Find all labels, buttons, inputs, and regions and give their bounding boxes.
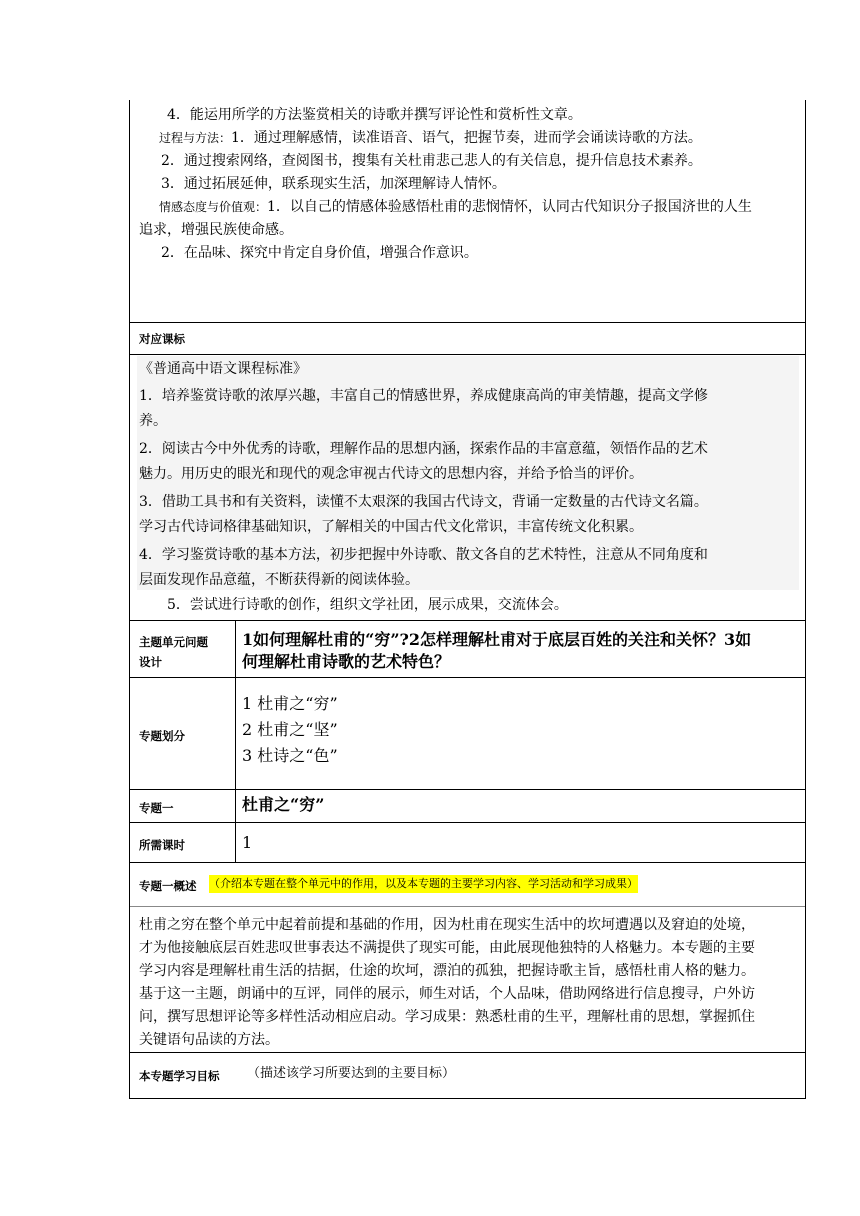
overview-line-6: 关键语句品读的方法。 xyxy=(139,1032,279,1048)
overview-hint: （介绍本专题在整个单元中的作用，以及本专题的主要学习内容、学习活动和学习成果） xyxy=(209,875,638,893)
emotion-label: 情感态度与价值观： xyxy=(159,200,268,214)
standard-2-cont: 魅力。用历史的眼光和现代的观念审视古代诗文的思想内容，并给予恰当的评价。 xyxy=(139,466,643,482)
hours-value: 1 xyxy=(242,833,253,852)
standards-label-cell xyxy=(129,322,806,354)
standards-title: 《普通高中语文课程标准》 xyxy=(139,361,307,377)
topic-one-value: 杜甫之“穷” xyxy=(242,795,325,814)
hours-row xyxy=(129,822,806,862)
theme-question-2: 何理解杜甫诗歌的艺术特色？ xyxy=(242,652,451,671)
overview-line-1: 杜甫之穷在整个单元中起着前提和基础的作用，因为杜甫在现实生活中的坎坷遭遇以及窘迫的处境， xyxy=(139,917,755,933)
overview-line-3: 学习内容是理解杜甫生活的拮据，仕途的坎坷，漂泊的孤独，把握诗歌主旨，感悟杜甫人格的魅力。 xyxy=(139,963,755,979)
topic-one-label: 专题一 xyxy=(139,801,174,815)
standard-2: 2．阅读古今中外优秀的诗歌，理解作品的思想内涵，探索作品的丰富意蕴，领悟作品的艺术 xyxy=(139,441,708,457)
lesson-plan-table xyxy=(129,100,806,1099)
goals-hint: （描述该学习所要达到的主要目标） xyxy=(247,1066,456,1081)
standard-5: 5．尝试进行诗歌的创作，组织文学社团，展示成果，交流体会。 xyxy=(167,597,568,613)
standard-3-cont: 学习古代诗词格律基础知识，了解相关的中国古代文化常识，丰富传统文化积累。 xyxy=(139,519,643,535)
overview-header-row xyxy=(129,862,806,906)
standard-1-cont: 养。 xyxy=(139,413,167,429)
emotion-item-1: 1．以自己的情感体验感悟杜甫的悲悯情怀，认同古代知识分子报国济世的人生 xyxy=(267,199,752,215)
overview-line-4: 基于这一主题，朗诵中的互评，同伴的展示，师生对话，个人品味，借助网络进行信息搜寻，户外访 xyxy=(139,986,755,1002)
theme-question-1: 1如何理解杜甫的“穷”?2怎样理解杜甫对于底层百姓的关注和关怀？3如 xyxy=(242,630,752,649)
process-label: 过程与方法： xyxy=(159,131,232,145)
division-label: 专题划分 xyxy=(139,729,185,743)
emotion-item-2: 2．在品味、探究中肯定自身价值，增强合作意识。 xyxy=(161,245,478,261)
objective-item-4: 4．能运用所学的方法鉴赏相关的诗歌并撰写评论性和赏析性文章。 xyxy=(167,107,582,123)
division-item-1: 1 杜甫之“穷” xyxy=(242,694,338,713)
process-item-3: 3．通过拓展延伸，联系现实生活，加深理解诗人情怀。 xyxy=(161,176,506,192)
overview-line-5: 问，撰写思想评论等多样性活动相应启动。学习成果：熟悉杜甫的生平，理解杜甫的思想，掌握抓住 xyxy=(139,1009,755,1025)
emotion-line-1 xyxy=(159,196,752,219)
process-method-line-1 xyxy=(159,127,702,150)
standard-4: 4．学习鉴赏诗歌的基本方法，初步把握中外诗歌、散文各自的艺术特性，注意从不同角度和 xyxy=(139,547,708,563)
objectives-cell xyxy=(129,100,806,322)
topic-one-row xyxy=(129,789,806,822)
topic-division-row xyxy=(129,677,806,789)
standard-1: 1．培养鉴赏诗歌的浓厚兴趣，丰富自己的情感世界，养成健康高尚的审美情趣，提高文学修 xyxy=(139,388,708,404)
theme-question-row xyxy=(129,620,806,677)
standards-cell xyxy=(129,354,806,620)
goals-header-row xyxy=(129,1052,806,1099)
theme-label: 主题单元问题 xyxy=(139,635,208,649)
standards-label: 对应课标 xyxy=(139,332,185,346)
standard-4-cont: 层面发现作品意蕴，不断获得新的阅读体验。 xyxy=(139,572,419,588)
emotion-item-1-cont: 追求，增强民族使命感。 xyxy=(139,222,293,238)
hours-label: 所需课时 xyxy=(139,838,185,852)
overview-line-2: 才为他接触底层百姓悲叹世事表达不满提供了现实可能，由此展现他独特的人格魅力。本专题的主要 xyxy=(139,940,755,956)
process-item-1: 1．通过理解感情，读准语音、语气，把握节奏，进而学会诵读诗歌的方法。 xyxy=(231,130,702,146)
goals-label: 本专题学习目标 xyxy=(139,1069,220,1083)
process-item-2: 2．通过搜索网络，查阅图书，搜集有关杜甫悲己悲人的有关信息，提升信息技术素养。 xyxy=(161,153,702,169)
standard-3: 3．借助工具书和有关资料，读懂不太艰深的我国古代诗文，背诵一定数量的古代诗文名篇。 xyxy=(139,494,708,510)
overview-label: 专题一概述 xyxy=(139,879,197,893)
overview-body-cell xyxy=(129,906,806,1052)
division-item-2: 2 杜甫之“坚” xyxy=(242,720,338,739)
theme-label-cont: 设计 xyxy=(139,655,162,669)
division-item-3: 3 杜诗之“色” xyxy=(242,746,338,765)
